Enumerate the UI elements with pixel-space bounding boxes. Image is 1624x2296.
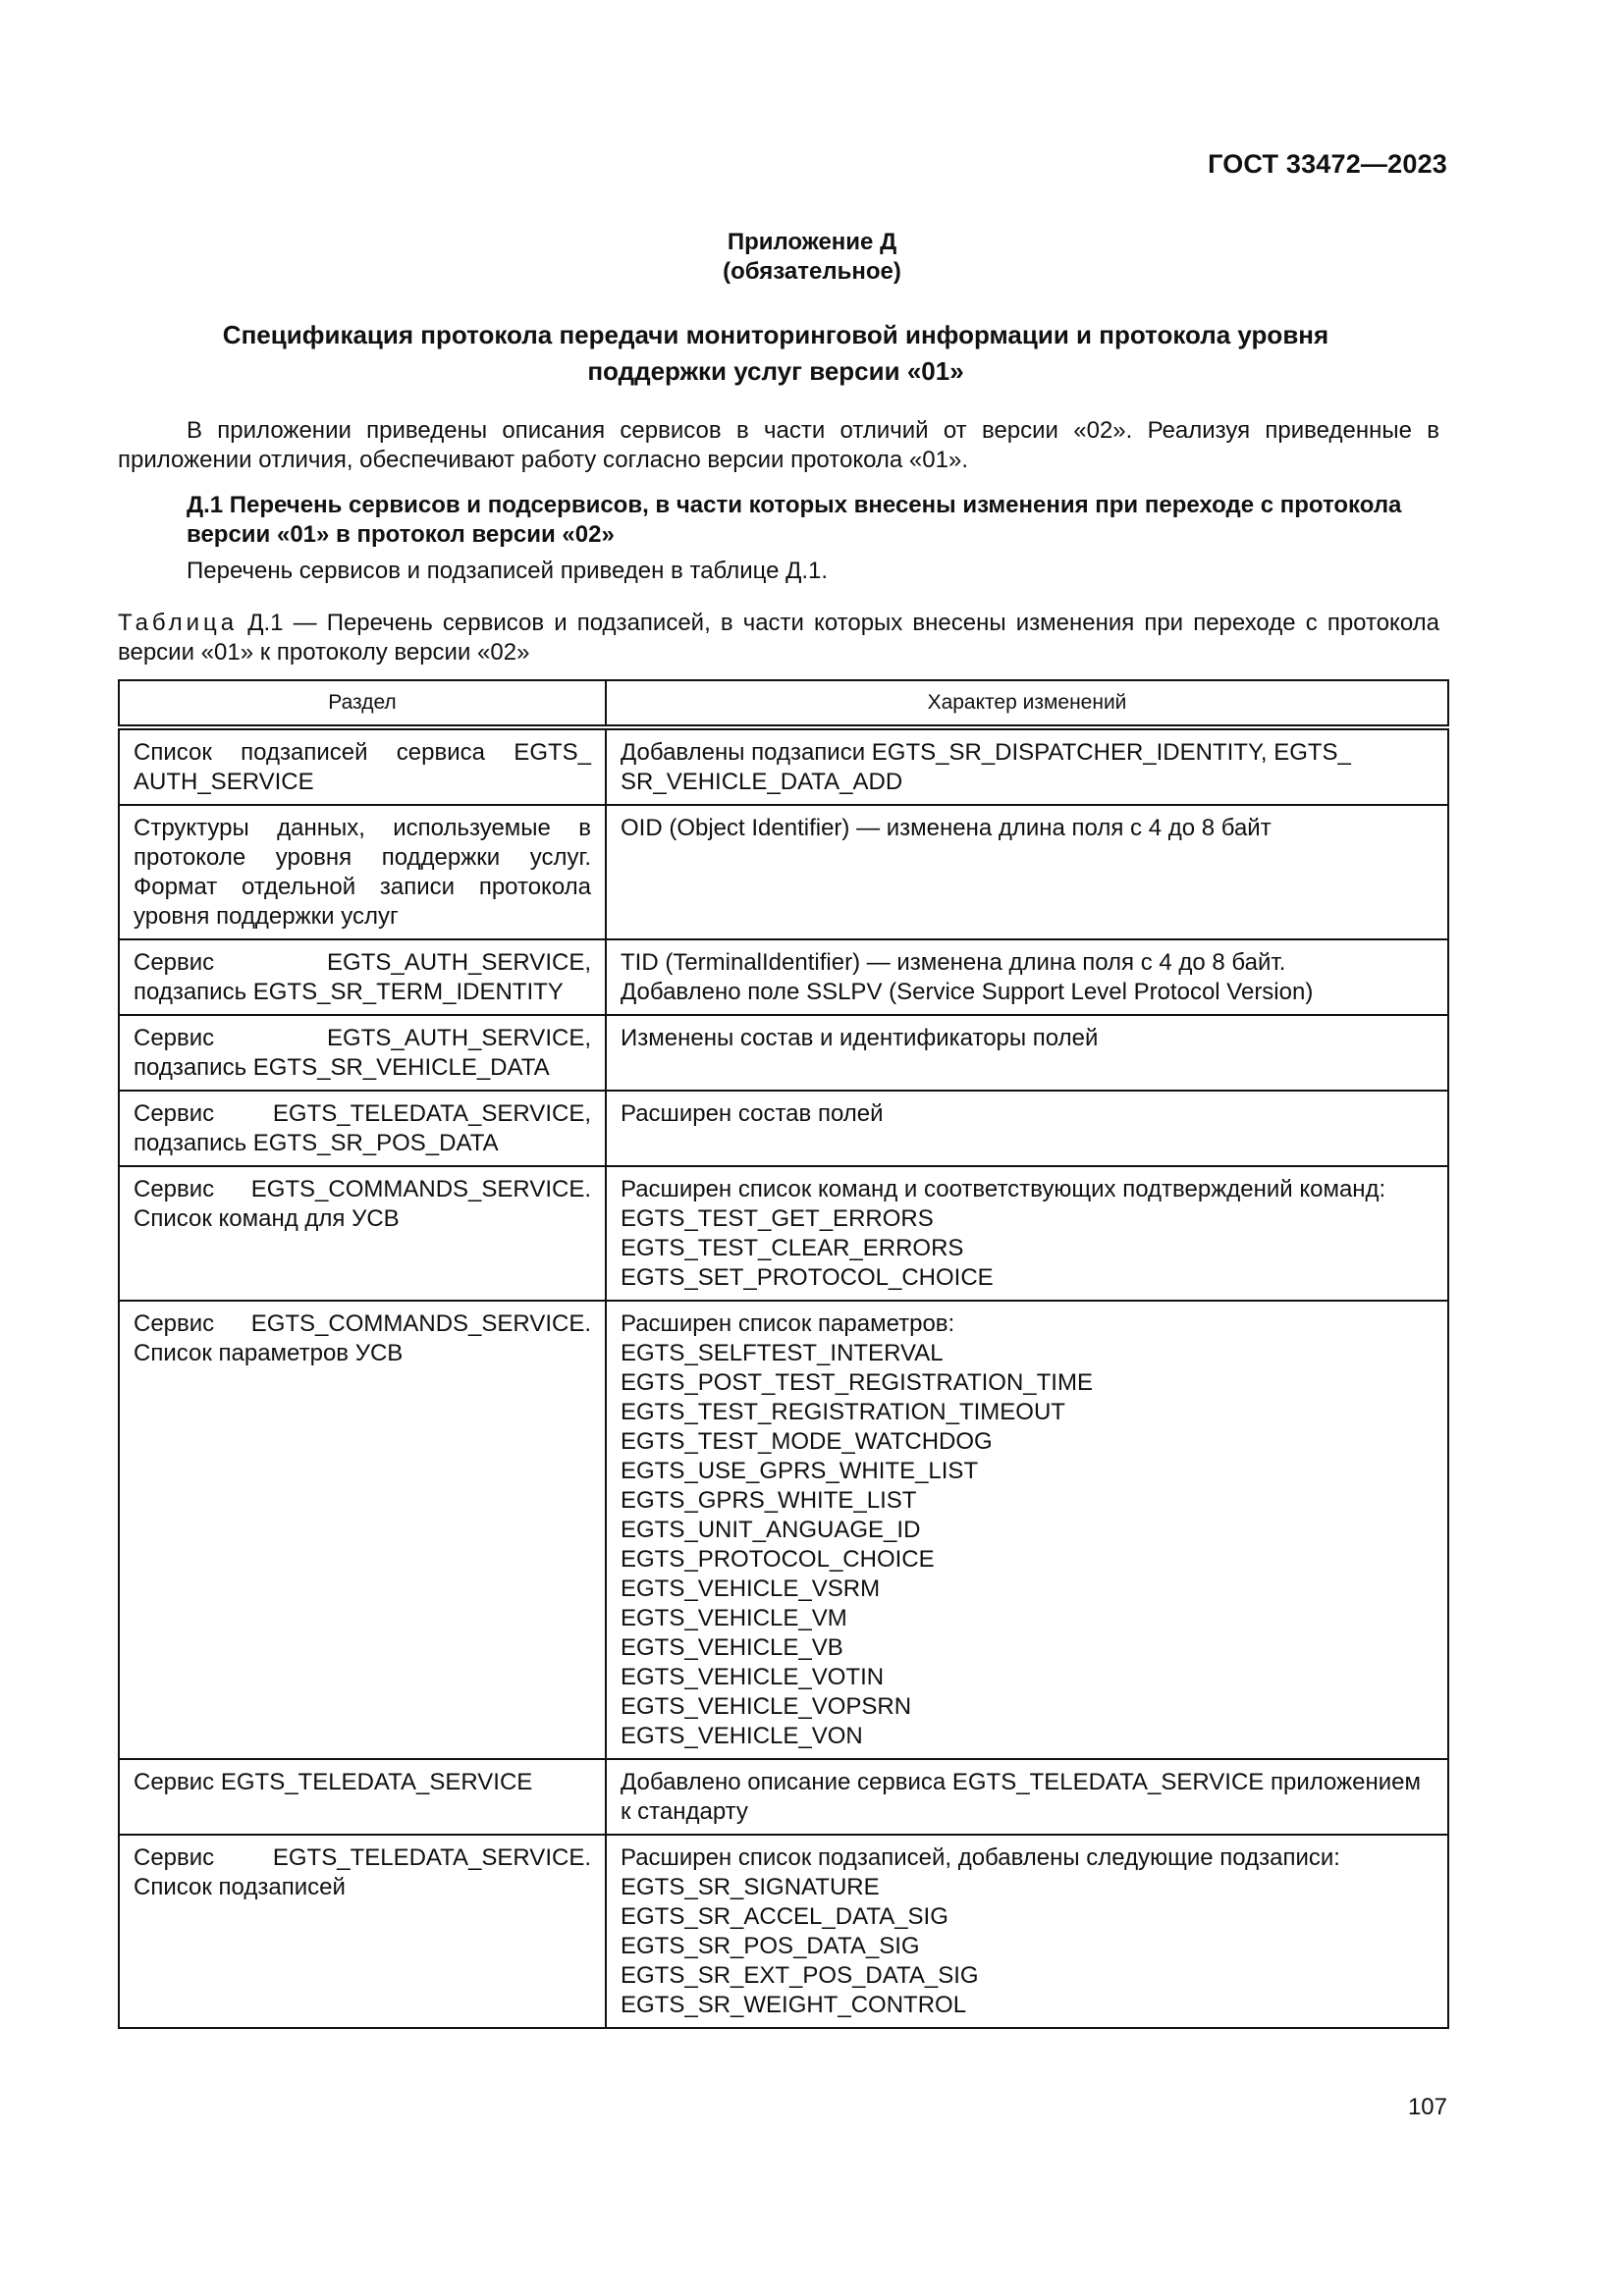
change-line: EGTS_VEHICLE_VOPSRN [621,1693,912,1720]
section-text: Перечень сервисов и подзаписей приведен в таблице Д.1. [187,558,829,584]
change-line: EGTS_VEHICLE_VM [621,1605,847,1631]
table-row [119,939,1448,1015]
change-line: EGTS_TEST_GET_ERRORS [621,1205,934,1232]
appendix-status: (обязательное) [723,258,901,285]
change-line: Добавлено поле SSLPV (Service Support Level Protocol Version) [621,979,1314,1005]
change-line: OID (Object Identifier) — изменена длина поля с 4 до 8 байт [621,815,1272,841]
table-cell-section: Список подзаписей сервиса EGTS_ AUTH_SERVICE [119,727,606,805]
table-row [119,1166,1448,1301]
change-line: EGTS_SR_EXT_POS_DATA_SIG [621,1962,979,1989]
change-line: EGTS_TEST_REGISTRATION_TIMEOUT [621,1399,1065,1425]
table-row [119,1091,1448,1166]
table-cell-changes [606,1301,1448,1759]
table-cell-changes [606,727,1448,805]
table-cell-section: Сервис EGTS_AUTH_SERVICE, подзапись EGTS_SR_VEHICLE_DATA [119,1015,606,1091]
section-heading: Д.1 Перечень сервисов и подсервисов, в части которых внесены изменения при переходе с протокола версии «01» в протокол версии «02» [187,492,1402,548]
changes-table [118,679,1449,2029]
table-cell-section: Сервис EGTS_TELEDATA_SERVICE. Список подзаписей [119,1835,606,2028]
change-line: EGTS_SR_POS_DATA_SIG [621,1933,920,1959]
change-line: EGTS_TEST_CLEAR_ERRORS [621,1235,964,1261]
table-body [119,727,1448,2028]
intro-paragraph: В приложении приведены описания сервисов в части отличий от версии «02». Реализуя приведенные в приложении отличия, обеспечивают работу согласно версии протокола «01». [118,417,1439,473]
table-row [119,1759,1448,1835]
change-line: TID (TerminalIdentifier) — изменена длина поля с 4 до 8 байт. [621,949,1286,976]
change-line: Расширен список параметров: [621,1310,955,1337]
table-cell-section: Структуры данных, используемые в протоколе уровня поддержки услуг. Формат отдельной записи протокола уровня поддержки услуг [119,805,606,939]
table-cell-section: Сервис EGTS_COMMANDS_SERVICE. Список параметров УСВ [119,1301,606,1759]
change-line: Добавлено описание сервиса EGTS_TELEDATA_SERVICE приложением к стандарту [621,1769,1421,1825]
table-cell-changes [606,1091,1448,1166]
title-line-2: поддержки услуг версии «01» [587,356,964,386]
title-line-1: Спецификация протокола передачи мониторинговой информации и протокола уровня [222,320,1329,349]
change-line: Расширен список команд и соответствующих подтверждений команд: [621,1176,1386,1202]
change-line: EGTS_PROTOCOL_CHOICE [621,1546,935,1573]
table-cell-changes [606,1759,1448,1835]
table-cell-changes [606,1166,1448,1301]
change-line: EGTS_GPRS_WHITE_LIST [621,1487,917,1514]
table-cell-section: Сервис EGTS_COMMANDS_SERVICE. Список команд для УСВ [119,1166,606,1301]
standard-number: ГОСТ 33472—2023 [1208,149,1447,179]
change-line: Изменены состав и идентификаторы полей [621,1025,1099,1051]
column-header-section: Раздел [119,680,606,727]
table-header-row [119,680,1448,727]
appendix-title [147,317,1404,390]
change-line: EGTS_UNIT_ANGUAGE_ID [621,1517,921,1543]
change-line: EGTS_VEHICLE_VOTIN [621,1664,885,1690]
change-line: EGTS_SR_ACCEL_DATA_SIG [621,1903,948,1930]
table-caption-text: Д.1 — Перечень сервисов и подзаписей, в части которых внесены изменения при переходе с протокола версии «01» к протоколу версии «02» [118,610,1439,666]
table-row [119,1015,1448,1091]
table-cell-changes [606,805,1448,939]
table-row [119,1835,1448,2028]
change-line: EGTS_SR_SIGNATURE [621,1874,880,1900]
change-line: EGTS_SELFTEST_INTERVAL [621,1340,944,1366]
table-row [119,1301,1448,1759]
change-line: EGTS_TEST_MODE_WATCHDOG [621,1428,993,1455]
change-line: EGTS_SR_WEIGHT_CONTROL [621,1992,967,2018]
table-cell-changes [606,939,1448,1015]
column-header-changes: Характер изменений [606,680,1448,727]
table-cell-section: Сервис EGTS_TELEDATA_SERVICE, подзапись EGTS_SR_POS_DATA [119,1091,606,1166]
change-line: EGTS_VEHICLE_VB [621,1634,843,1661]
change-line: EGTS_USE_GPRS_WHITE_LIST [621,1458,979,1484]
appendix-heading [0,228,1624,287]
table-caption-label: Таблица [118,610,239,636]
change-line: EGTS_POST_TEST_REGISTRATION_TIME [621,1369,1093,1396]
change-line: EGTS_SET_PROTOCOL_CHOICE [621,1264,994,1291]
change-line: Расширен состав полей [621,1100,884,1127]
change-line: EGTS_VEHICLE_VSRM [621,1575,881,1602]
table-caption [118,609,1439,667]
table-row [119,727,1448,805]
table-cell-changes [606,1015,1448,1091]
table-cell-section: Сервис EGTS_TELEDATA_SERVICE [119,1759,606,1835]
table-cell-section: Сервис EGTS_AUTH_SERVICE, подзапись EGTS_SR_TERM_IDENTITY [119,939,606,1015]
change-line: Расширен список подзаписей, добавлены следующие подзаписи: [621,1844,1340,1871]
change-line: Добавлены подзаписи EGTS_SR_DISPATCHER_IDENTITY, EGTS_ SR_VEHICLE_DATA_ADD [621,739,1351,795]
change-line: EGTS_VEHICLE_VON [621,1723,863,1749]
appendix-label: Приложение Д [727,229,897,255]
table-cell-changes [606,1835,1448,2028]
page-number: 107 [1407,2094,1447,2120]
table-row [119,805,1448,939]
